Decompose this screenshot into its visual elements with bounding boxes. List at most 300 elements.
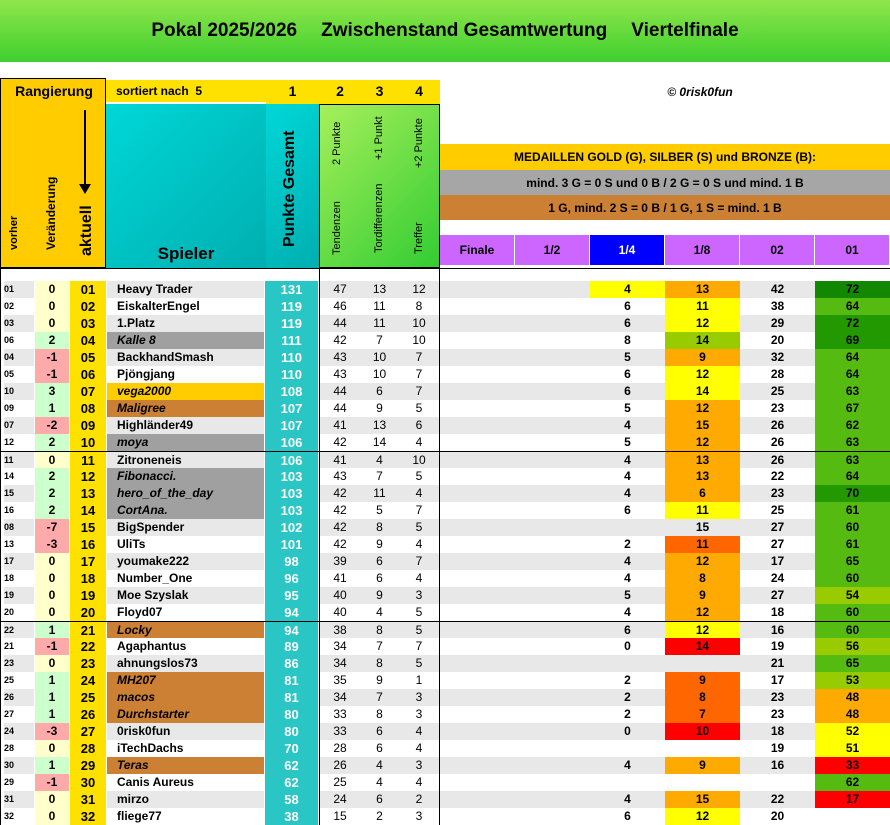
cell-aktuell: 27 [70, 723, 106, 740]
cell-treffer: 10 [399, 332, 439, 349]
cell-viertelfinale: 5 [590, 349, 665, 366]
cell-punkte: 94 [265, 604, 318, 621]
cell-veraenderung: 0 [35, 740, 69, 757]
cell-vorher: 10 [4, 383, 34, 400]
cell-tendenzen: 42 [320, 434, 360, 451]
cell-runde-02: 26 [740, 452, 815, 469]
col-runde-01: 01 [815, 235, 890, 265]
cell-vorher: 32 [4, 808, 34, 825]
cell-achtelfinale: 9 [665, 757, 740, 774]
arrow-down-icon [84, 110, 86, 186]
cell-aktuell: 17 [70, 553, 106, 570]
cell-punkte: 119 [265, 298, 318, 315]
cell-tordiff: 6 [360, 553, 399, 570]
cell-treffer: 7 [399, 383, 439, 400]
col-finale: Finale [440, 235, 515, 265]
cell-runde-01: 48 [815, 706, 890, 723]
cell-finale [440, 349, 515, 366]
cell-runde-02: 23 [740, 400, 815, 417]
cell-punkte: 62 [265, 774, 318, 791]
table-row [0, 298, 890, 315]
table-row [0, 400, 890, 417]
cell-runde-02: 38 [740, 298, 815, 315]
cell-halbfinale [515, 485, 590, 502]
cell-veraenderung: -1 [35, 638, 69, 655]
cell-viertelfinale: 4 [590, 281, 665, 298]
cell-runde-02: 16 [740, 622, 815, 639]
cell-aktuell: 13 [70, 485, 106, 502]
cell-tendenzen: 15 [320, 808, 360, 825]
cell-runde-01: 61 [815, 502, 890, 519]
cell-vorher: 25 [4, 672, 34, 689]
cell-aktuell: 21 [70, 622, 106, 639]
cell-runde-01: 17 [815, 791, 890, 808]
cell-runde-02: 27 [740, 519, 815, 536]
cell-veraenderung: 0 [35, 281, 69, 298]
cell-spieler: Pjöngjang [107, 366, 264, 383]
cell-veraenderung: 0 [35, 553, 69, 570]
cell-runde-02: 20 [740, 808, 815, 825]
cell-tordiff: 4 [360, 452, 399, 469]
cell-tordiff: 9 [360, 400, 399, 417]
cell-achtelfinale: 11 [665, 502, 740, 519]
cell-vorher: 29 [4, 774, 34, 791]
cell-viertelfinale: 4 [590, 417, 665, 434]
cell-veraenderung: 2 [35, 485, 69, 502]
cell-punkte: 110 [265, 349, 318, 366]
copyright: © 0risk0fun [667, 85, 733, 99]
cell-treffer: 6 [399, 417, 439, 434]
cell-vorher: 18 [4, 570, 34, 587]
cell-tendenzen: 34 [320, 638, 360, 655]
cell-tendenzen: 44 [320, 400, 360, 417]
header-treffer: Treffer [413, 222, 425, 254]
cell-tordiff: 11 [360, 485, 399, 502]
table-row [0, 689, 890, 706]
cell-runde-02: 17 [740, 672, 815, 689]
cell-achtelfinale: 15 [665, 417, 740, 434]
cell-achtelfinale: 11 [665, 298, 740, 315]
cell-punkte: 62 [265, 757, 318, 774]
cell-tendenzen: 41 [320, 417, 360, 434]
cell-tordiff: 6 [360, 723, 399, 740]
cell-vorher: 16 [4, 502, 34, 519]
cell-aktuell: 23 [70, 655, 106, 672]
cell-finale [440, 434, 515, 451]
table-row [0, 519, 890, 536]
cell-finale [440, 417, 515, 434]
cell-spieler: Teras [107, 757, 264, 774]
cell-viertelfinale: 4 [590, 570, 665, 587]
header-spieler: Spieler [157, 244, 215, 263]
cell-tordiff: 9 [360, 587, 399, 604]
cell-halbfinale [515, 417, 590, 434]
cell-punkte: 95 [265, 587, 318, 604]
cell-runde-01: 61 [815, 536, 890, 553]
cell-runde-01: 72 [815, 281, 890, 298]
cell-tendenzen: 42 [320, 332, 360, 349]
table-row [0, 570, 890, 587]
cell-runde-01: 60 [815, 570, 890, 587]
cell-veraenderung: 2 [35, 434, 69, 451]
cell-achtelfinale: 7 [665, 706, 740, 723]
cell-punkte: 38 [265, 808, 318, 825]
medal-banner-1: MEDAILLEN GOLD (G), SILBER (S) und BRONZE (B): [440, 144, 890, 170]
cell-runde-01: 70 [815, 485, 890, 502]
cell-tendenzen: 34 [320, 689, 360, 706]
cell-veraenderung: -3 [35, 536, 69, 553]
header-tordiff: Tordifferenzen [373, 183, 385, 253]
table-row [0, 502, 890, 519]
table-row [0, 791, 890, 808]
cell-aktuell: 12 [70, 468, 106, 485]
cell-halbfinale [515, 502, 590, 519]
cell-vorher: 30 [4, 757, 34, 774]
cell-vorher: 02 [4, 298, 34, 315]
cell-achtelfinale: 12 [665, 808, 740, 825]
cell-runde-02: 23 [740, 706, 815, 723]
cell-punkte: 98 [265, 553, 318, 570]
cell-runde-02: 23 [740, 485, 815, 502]
cell-halbfinale [515, 298, 590, 315]
cell-spieler: Highländer49 [107, 417, 264, 434]
grid-line [0, 268, 890, 269]
cell-runde-02: 28 [740, 366, 815, 383]
cell-spieler: Agaphantus [107, 638, 264, 655]
cell-finale [440, 536, 515, 553]
table-row [0, 315, 890, 332]
cell-viertelfinale: 0 [590, 638, 665, 655]
cell-aktuell: 19 [70, 587, 106, 604]
cell-treffer: 7 [399, 366, 439, 383]
cell-spieler: Locky [107, 622, 264, 639]
cell-veraenderung: -7 [35, 519, 69, 536]
title-round: Viertelfinale [631, 20, 739, 41]
cell-aktuell: 18 [70, 570, 106, 587]
cell-runde-02: 20 [740, 332, 815, 349]
cell-halbfinale [515, 757, 590, 774]
cell-runde-02: 19 [740, 740, 815, 757]
cell-treffer: 2 [399, 791, 439, 808]
cell-punkte: 111 [265, 332, 318, 349]
cell-tendenzen: 33 [320, 706, 360, 723]
cell-veraenderung: 2 [35, 332, 69, 349]
cell-viertelfinale [590, 655, 665, 672]
col-achtelfinale: 1/8 [665, 235, 740, 265]
cell-vorher: 01 [4, 281, 34, 298]
cell-punkte: 94 [265, 622, 318, 639]
cell-halbfinale [515, 723, 590, 740]
cell-veraenderung: -2 [35, 417, 69, 434]
table-row [0, 366, 890, 383]
cell-vorher: 13 [4, 536, 34, 553]
cell-aktuell: 14 [70, 502, 106, 519]
cell-tordiff: 4 [360, 774, 399, 791]
cell-spieler: hero_of_the_day [107, 485, 264, 502]
cell-viertelfinale: 2 [590, 689, 665, 706]
cell-finale [440, 689, 515, 706]
cell-treffer: 3 [399, 689, 439, 706]
cell-halbfinale [515, 791, 590, 808]
cell-achtelfinale: 13 [665, 468, 740, 485]
cell-vorher: 04 [4, 349, 34, 366]
table-row [0, 553, 890, 570]
cell-viertelfinale: 6 [590, 383, 665, 400]
cell-tendenzen: 43 [320, 349, 360, 366]
cell-runde-02: 32 [740, 349, 815, 366]
cell-vorher: 05 [4, 366, 34, 383]
cell-vorher: 23 [4, 655, 34, 672]
cell-vorher: 07 [4, 417, 34, 434]
cell-spieler: UliTs [107, 536, 264, 553]
cell-aktuell: 06 [70, 366, 106, 383]
arrow-head-icon [79, 184, 91, 194]
cell-aktuell: 29 [70, 757, 106, 774]
cell-aktuell: 04 [70, 332, 106, 349]
cell-halbfinale [515, 570, 590, 587]
cell-veraenderung: 2 [35, 468, 69, 485]
cell-tendenzen: 28 [320, 740, 360, 757]
cell-tendenzen: 44 [320, 315, 360, 332]
cell-spieler: Canis Aureus [107, 774, 264, 791]
cell-runde-02: 42 [740, 281, 815, 298]
cell-tordiff: 5 [360, 502, 399, 519]
cell-achtelfinale: 12 [665, 604, 740, 621]
cell-punkte: 108 [265, 383, 318, 400]
cell-viertelfinale: 2 [590, 536, 665, 553]
table-row [0, 434, 890, 451]
header-col4: 4 [415, 83, 423, 99]
cell-halbfinale [515, 400, 590, 417]
cell-runde-02: 29 [740, 315, 815, 332]
cell-tendenzen: 44 [320, 383, 360, 400]
cell-runde-01: 63 [815, 434, 890, 451]
cell-achtelfinale: 8 [665, 570, 740, 587]
cell-treffer: 7 [399, 502, 439, 519]
cell-halbfinale [515, 349, 590, 366]
cell-tendenzen: 40 [320, 587, 360, 604]
cell-runde-01: 60 [815, 604, 890, 621]
medal-banner-3: 1 G, mind. 2 S = 0 B / 1 G, 1 S = mind. 1 B [440, 195, 890, 220]
cell-vorher: 06 [4, 332, 34, 349]
cell-runde-02: 21 [740, 655, 815, 672]
cell-vorher: 31 [4, 791, 34, 808]
cell-veraenderung: -1 [35, 349, 69, 366]
cell-tordiff: 8 [360, 622, 399, 639]
cell-achtelfinale: 9 [665, 349, 740, 366]
title-main: Zwischenstand Gesamtwertung [321, 20, 608, 41]
table-row [0, 485, 890, 502]
table-row [0, 774, 890, 791]
cell-spieler: Moe Szyslak [107, 587, 264, 604]
cell-halbfinale [515, 553, 590, 570]
cell-spieler: CortAna. [107, 502, 264, 519]
cell-tendenzen: 25 [320, 774, 360, 791]
cell-treffer: 3 [399, 587, 439, 604]
cell-punkte: 70 [265, 740, 318, 757]
cell-runde-02: 22 [740, 791, 815, 808]
cell-runde-01: 64 [815, 298, 890, 315]
header-tendenzen: Tendenzen [331, 201, 343, 255]
cell-punkte: 96 [265, 570, 318, 587]
cell-halbfinale [515, 706, 590, 723]
cell-viertelfinale: 2 [590, 706, 665, 723]
cell-tordiff: 9 [360, 672, 399, 689]
cell-aktuell: 24 [70, 672, 106, 689]
cell-finale [440, 485, 515, 502]
cell-aktuell: 01 [70, 281, 106, 298]
cell-runde-01: 64 [815, 349, 890, 366]
header-rangierung: Rangierung [15, 83, 93, 99]
cell-runde-01: 52 [815, 723, 890, 740]
cell-punkte: 119 [265, 315, 318, 332]
cell-finale [440, 740, 515, 757]
cell-viertelfinale: 4 [590, 485, 665, 502]
cell-punkte: 80 [265, 706, 318, 723]
cell-viertelfinale: 6 [590, 298, 665, 315]
table-row [0, 740, 890, 757]
cell-achtelfinale: 13 [665, 452, 740, 469]
cell-runde-01: 51 [815, 740, 890, 757]
header-col3: 3 [375, 83, 384, 99]
cell-spieler: BackhandSmash [107, 349, 264, 366]
table-row [0, 638, 890, 655]
cell-punkte: 81 [265, 689, 318, 706]
cell-vorher: 17 [4, 553, 34, 570]
cell-tendenzen: 38 [320, 622, 360, 639]
header-aktuell: aktuell [78, 205, 95, 257]
cell-vorher: 27 [4, 706, 34, 723]
cell-viertelfinale: 4 [590, 452, 665, 469]
cell-veraenderung: -1 [35, 366, 69, 383]
cell-runde-01: 69 [815, 332, 890, 349]
cell-aktuell: 03 [70, 315, 106, 332]
cell-runde-01: 48 [815, 689, 890, 706]
cell-aktuell: 09 [70, 417, 106, 434]
col-halbfinale: 1/2 [515, 235, 590, 265]
cell-finale [440, 332, 515, 349]
cell-achtelfinale [665, 655, 740, 672]
cell-finale [440, 622, 515, 639]
table-row [0, 757, 890, 774]
cell-finale [440, 452, 515, 469]
table-row [0, 723, 890, 740]
title-bar [0, 0, 890, 62]
cell-tendenzen: 34 [320, 655, 360, 672]
cell-runde-01: 64 [815, 468, 890, 485]
cell-finale [440, 553, 515, 570]
cell-tendenzen: 42 [320, 485, 360, 502]
cell-treffer: 3 [399, 757, 439, 774]
cell-veraenderung: 1 [35, 689, 69, 706]
cell-viertelfinale: 6 [590, 502, 665, 519]
cell-tendenzen: 46 [320, 298, 360, 315]
cell-punkte: 107 [265, 400, 318, 417]
cell-halbfinale [515, 315, 590, 332]
cell-halbfinale [515, 638, 590, 655]
cell-spieler: mirzo [107, 791, 264, 808]
cell-finale [440, 281, 515, 298]
cell-tordiff: 6 [360, 570, 399, 587]
cell-tendenzen: 40 [320, 604, 360, 621]
cell-runde-02: 25 [740, 383, 815, 400]
cell-runde-01: 53 [815, 672, 890, 689]
cell-aktuell: 28 [70, 740, 106, 757]
cell-treffer: 7 [399, 638, 439, 655]
cell-treffer: 3 [399, 706, 439, 723]
cell-treffer: 4 [399, 774, 439, 791]
cell-tordiff: 9 [360, 536, 399, 553]
cell-tordiff: 7 [360, 332, 399, 349]
cell-finale [440, 468, 515, 485]
cell-punkte: 58 [265, 791, 318, 808]
cell-treffer: 5 [399, 604, 439, 621]
table-row [0, 281, 890, 298]
cell-treffer: 4 [399, 723, 439, 740]
cell-finale [440, 604, 515, 621]
cell-runde-01: 33 [815, 757, 890, 774]
cell-tordiff: 4 [360, 604, 399, 621]
cell-viertelfinale: 4 [590, 791, 665, 808]
header-col1: 1 [288, 83, 297, 99]
cell-runde-01 [815, 808, 890, 825]
cell-halbfinale [515, 622, 590, 639]
cell-spieler: Number_One [107, 570, 264, 587]
cell-treffer: 7 [399, 349, 439, 366]
cell-achtelfinale: 12 [665, 366, 740, 383]
cell-finale [440, 298, 515, 315]
cell-spieler: 0risk0fun [107, 723, 264, 740]
cell-spieler: youmake222 [107, 553, 264, 570]
cell-punkte: 81 [265, 672, 318, 689]
header-p1: +1 Punkt [373, 116, 385, 160]
cell-spieler: vega2000 [107, 383, 264, 400]
cell-tendenzen: 33 [320, 723, 360, 740]
cell-vorher: 15 [4, 485, 34, 502]
cell-vorher: 14 [4, 468, 34, 485]
cell-runde-02: 23 [740, 689, 815, 706]
cell-vorher: 26 [4, 689, 34, 706]
cell-spieler: MH207 [107, 672, 264, 689]
cell-aktuell: 02 [70, 298, 106, 315]
cell-tendenzen: 39 [320, 553, 360, 570]
cell-veraenderung: -1 [35, 774, 69, 791]
cell-finale [440, 519, 515, 536]
cell-halbfinale [515, 281, 590, 298]
cell-halbfinale [515, 672, 590, 689]
cell-tordiff: 8 [360, 655, 399, 672]
cell-spieler: Zitroneneis [107, 452, 264, 469]
cell-veraenderung: 0 [35, 808, 69, 825]
cell-tendenzen: 43 [320, 366, 360, 383]
cell-finale [440, 757, 515, 774]
cell-viertelfinale: 4 [590, 468, 665, 485]
cell-runde-02: 26 [740, 417, 815, 434]
cell-punkte: 80 [265, 723, 318, 740]
cell-finale [440, 791, 515, 808]
cell-runde-02: 27 [740, 536, 815, 553]
col-viertelfinale: 1/4 [590, 235, 665, 265]
cell-achtelfinale: 8 [665, 689, 740, 706]
table-row [0, 604, 890, 621]
cell-veraenderung: 0 [35, 298, 69, 315]
cell-viertelfinale: 4 [590, 604, 665, 621]
cell-spieler: moya [107, 434, 264, 451]
standings-table [0, 281, 890, 825]
cell-veraenderung: 0 [35, 587, 69, 604]
cell-veraenderung: 1 [35, 757, 69, 774]
cell-finale [440, 638, 515, 655]
